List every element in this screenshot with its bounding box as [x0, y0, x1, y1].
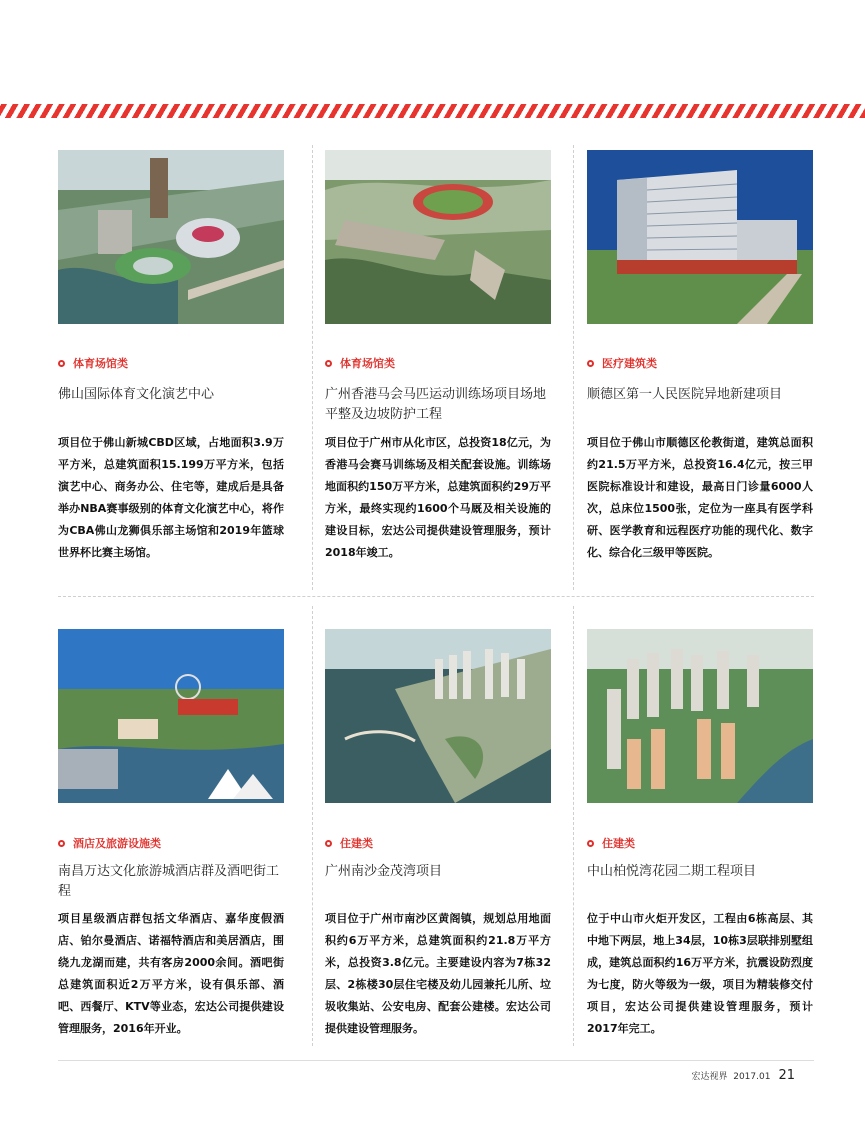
- category-label: [587, 835, 635, 851]
- project-title: 中山柏悦湾花园二期工程项目: [587, 864, 757, 879]
- column-divider: [573, 145, 574, 590]
- project-photo-resort: [58, 629, 284, 803]
- header-stripe: [0, 104, 865, 118]
- page-number: 21: [778, 1068, 795, 1083]
- column-divider: [573, 606, 574, 1046]
- column-divider: [312, 606, 313, 1046]
- page-footer: [691, 1068, 795, 1083]
- project-photo-towers: [587, 629, 813, 803]
- project-description: 项目位于广州市南沙区黄阁镇，规划总用地面积约6万平方米，总建筑面积约21.8万平方米，总投资3.8亿元。主要建设内容为7栋32层、2栋楼30层住宅楼及幼儿园兼托儿所、垃圾收集站、公安电房、配套公建楼。宏达公司提供建设管理服务。: [325, 912, 551, 1035]
- project-photo-bay: [325, 629, 551, 803]
- project-title: 广州香港马会马匹运动训练场项目场地平整及边坡防护工程: [325, 387, 547, 422]
- project-description: 项目星级酒店群包括文华酒店、嘉华度假酒店、铂尔曼酒店、诺福特酒店和美居酒店，围绕九龙湖而建，共有客房2000余间。酒吧街总建筑面积近2万平方米，设有俱乐部、酒吧、西餐厅、KTV等业态，宏达公司提供建设管理服务，2016年开业。: [58, 912, 284, 1035]
- category-text: 酒店及旅游设施类: [73, 837, 161, 850]
- project-photo-racecourse: [325, 150, 551, 324]
- category-text: 体育场馆类: [340, 357, 395, 370]
- footer-rule: [58, 1060, 814, 1061]
- project-title: 广州南沙金茂湾项目: [325, 864, 443, 879]
- category-label: [587, 355, 657, 371]
- bullet-icon: [58, 840, 65, 847]
- category-text: 住建类: [340, 837, 373, 850]
- issue-number: 2017.01: [733, 1072, 771, 1082]
- category-label: [325, 355, 395, 371]
- project-description: 项目位于广州市从化市区，总投资18亿元，为香港马会赛马训练场及相关配套设施。训练场地面积约150万平方米，总建筑面积约29万平方米，最终实现约1600个马厩及相关设施的建设目标，宏达公司提供建设管理服务，预计2018年竣工。: [325, 436, 551, 559]
- category-label: [325, 835, 373, 851]
- category-text: 医疗建筑类: [602, 357, 657, 370]
- bullet-icon: [58, 360, 65, 367]
- category-text: 体育场馆类: [73, 357, 128, 370]
- bullet-icon: [587, 840, 594, 847]
- bullet-icon: [587, 360, 594, 367]
- bullet-icon: [325, 360, 332, 367]
- category-label: [58, 835, 161, 851]
- bullet-icon: [325, 840, 332, 847]
- project-photo-arena: [58, 150, 284, 324]
- project-description: 位于中山市火炬开发区，工程由6栋高层、其中地下两层，地上34层，10栋3层联排别墅组成，建筑总面积约16万平方米，抗震设防烈度为七度，防火等级为一级，项目为精装修交付项目，宏达公司提供建设管理服务，预计2017年完工。: [587, 912, 813, 1035]
- project-title: 南昌万达文化旅游城酒店群及酒吧街工程: [58, 864, 280, 899]
- category-text: 住建类: [602, 837, 635, 850]
- project-photo-hospital: [587, 150, 813, 324]
- category-label: [58, 355, 128, 371]
- project-title: 顺德区第一人民医院异地新建项目: [587, 387, 783, 402]
- project-description: 项目位于佛山新城CBD区域，占地面积3.9万平方米，总建筑面积15.199万平方米，包括演艺中心、商务办公、住宅等，建成后是具备举办NBA赛事级别的体育文化演艺中心，将作为CBA佛山龙狮俱乐部主场馆和2019年篮球世界杯比赛主场馆。: [58, 436, 284, 559]
- project-description: 项目位于佛山市顺德区伦教街道，建筑总面积约21.5万平方米，总投资16.4亿元，按三甲医院标准设计和建设，最高日门诊量6000人次，总床位1500张，定位为一座具有医学科研、医学教育和远程医疗功能的现代化、数字化、综合化三级甲等医院。: [587, 436, 813, 559]
- row-divider: [58, 596, 814, 597]
- project-title: 佛山国际体育文化演艺中心: [58, 387, 215, 402]
- column-divider: [312, 145, 313, 590]
- magazine-name: 宏达视界: [691, 1072, 728, 1082]
